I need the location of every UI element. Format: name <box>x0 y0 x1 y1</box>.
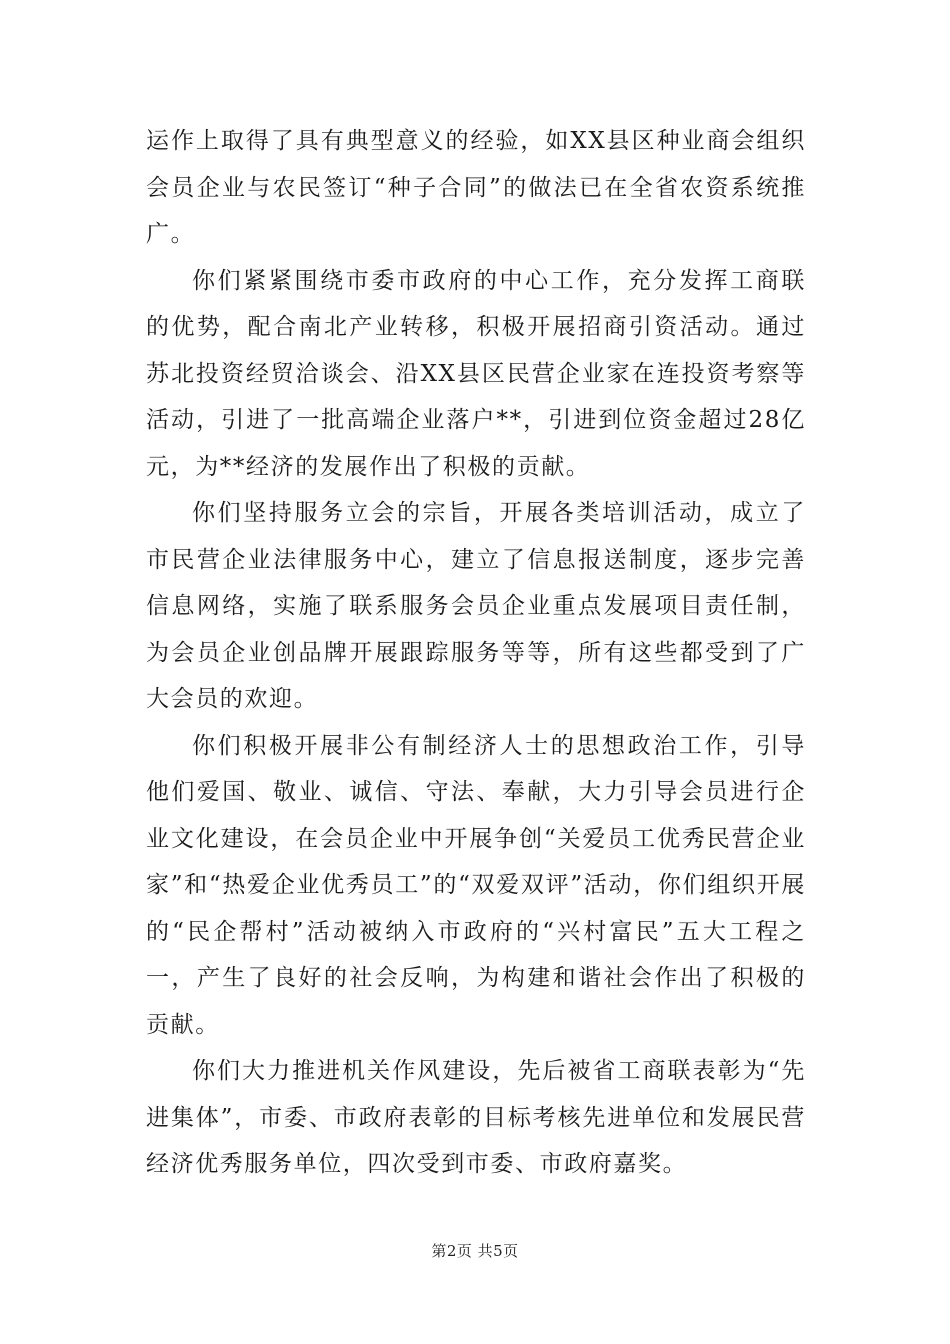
paragraph-political-work: 你们积极开展非公有制经济人士的思想政治工作，引导他们爱国、敬业、诚信、守法、奉献，大力引导会员进行企业文化建设，在会员企业中开展争创“关爱员工优秀民营企业家”和“热爱企业优秀员工”的“双爱双评”活动，你们组织开展的“民企帮村”活动被纳入市政府的“兴村富民”五大工程之一，产生了良好的社会反响，为构建和谐社会作出了积极的贡献。 <box>146 732 806 1038</box>
paragraph-organ-style: 你们大力推进机关作风建设，先后被省工商联表彰为“先进集体”，市委、市政府表彰的目标考核先进单位和发展民营经济优秀服务单位，四次受到市委、市政府嘉奖。 <box>146 1058 806 1177</box>
page-footer: 第2页 共5页 <box>431 1242 519 1260</box>
paragraph-continuation: 运作上取得了具有典型意义的经验，如XX县区种业商会组织会员企业与农民签订“种子合同”的做法已在全省农资系统推广。 <box>146 128 806 247</box>
paragraph-investment: 你们紧紧围绕市委市政府的中心工作，充分发挥工商联的优势，配合南北产业转移，积极开展招商引资活动。通过苏北投资经贸洽谈会、沿XX县区民营企业家在连投资考察等活动，引进了一批高端企业落户**，引进到位资金超过28亿元，为**经济的发展作出了积极的贡献。 <box>146 267 806 480</box>
document-body <box>146 118 806 1188</box>
paragraph-services: 你们坚持服务立会的宗旨，开展各类培训活动，成立了市民营企业法律服务中心，建立了信息报送制度，逐步完善信息网络，实施了联系服务会员企业重点发展项目责任制，为会员企业创品牌开展跟踪服务等等，所有这些都受到了广大会员的欢迎。 <box>146 500 806 712</box>
